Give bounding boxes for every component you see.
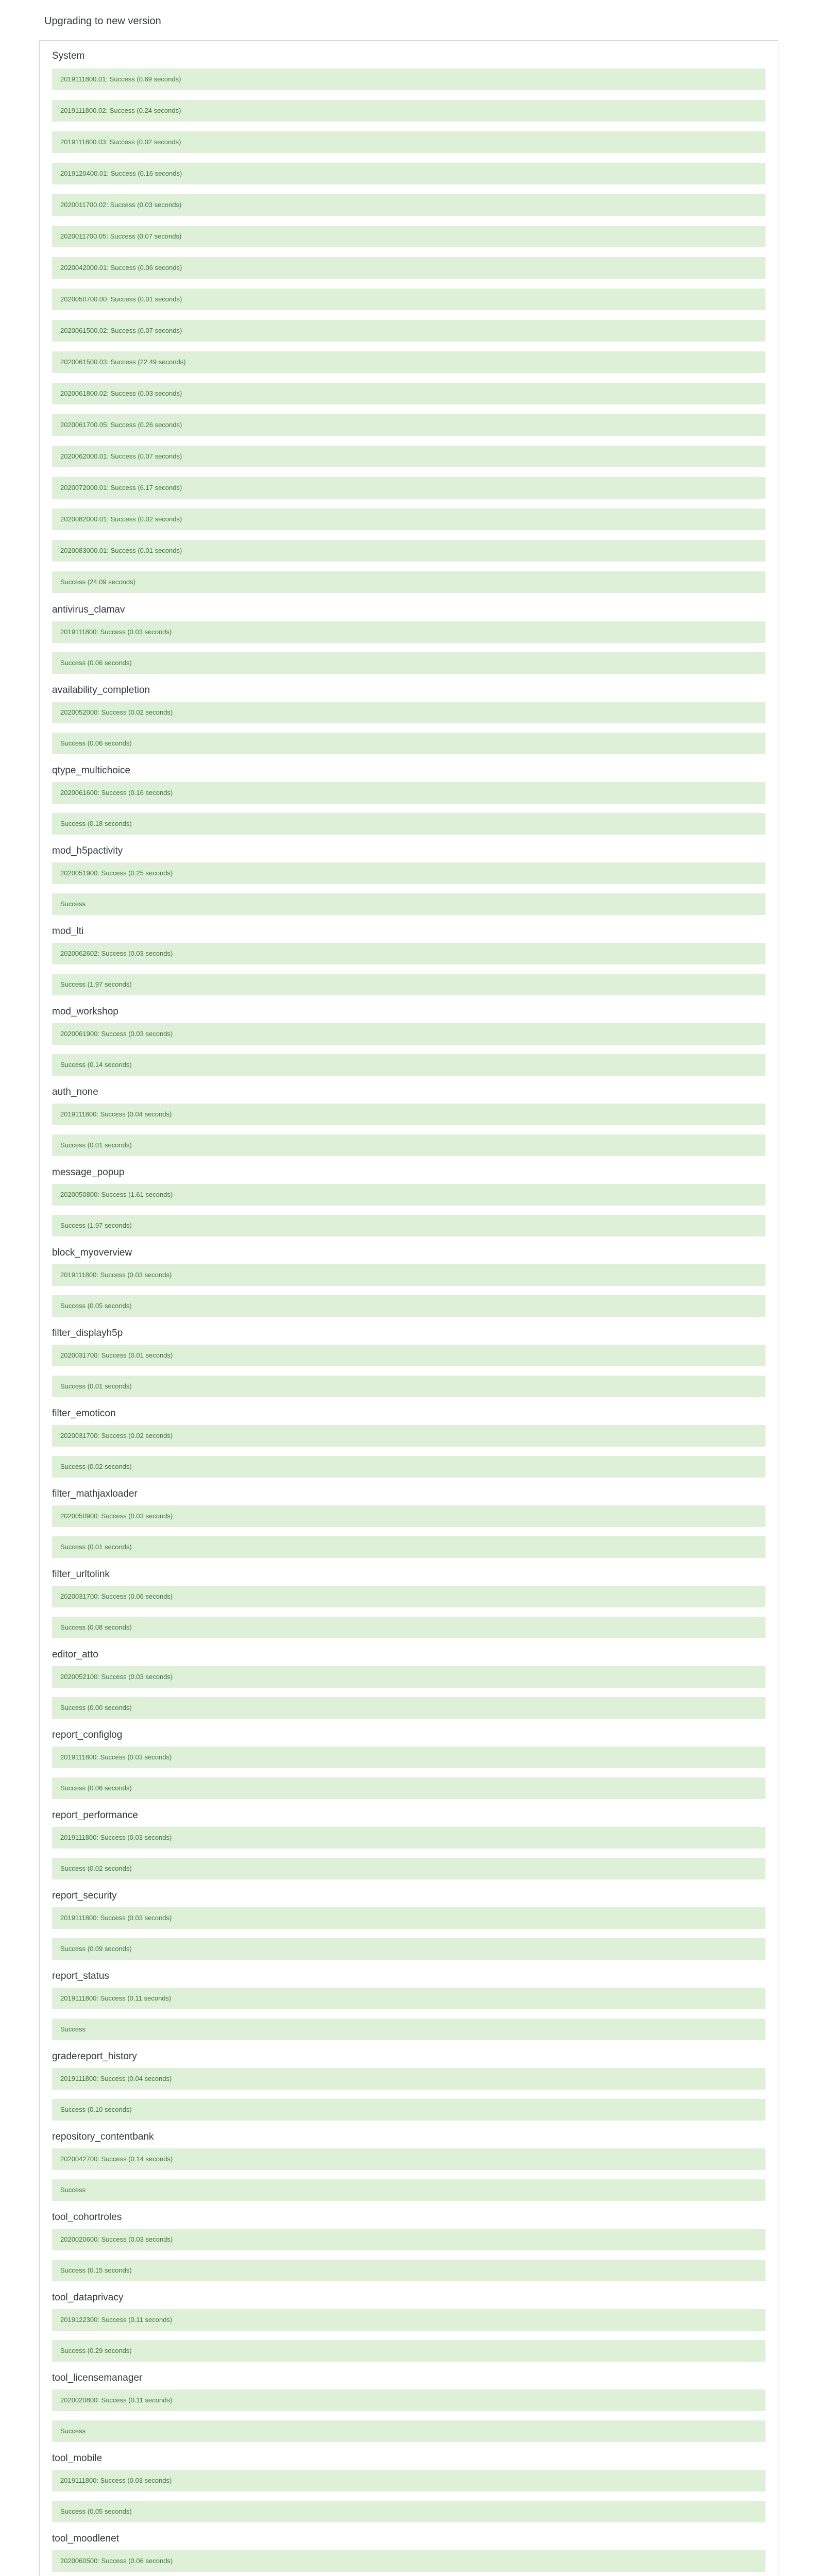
upgrade-result-notice: 2020061900: Success (0.03 seconds): [52, 1023, 765, 1045]
plugin-section: [52, 1246, 765, 1317]
upgrade-result-notice: 2020042700: Success (0.14 seconds): [52, 2148, 765, 2170]
upgrade-result-notice: 2020082000.01: Success (0.02 seconds): [52, 509, 765, 530]
upgrade-result-notice: Success (0.09 seconds): [52, 1938, 765, 1960]
upgrade-result-notice: 2020061600: Success (0.16 seconds): [52, 782, 765, 804]
upgrade-result-notice: 2020062000.01: Success (0.07 seconds): [52, 446, 765, 467]
upgrade-result-notice: Success (0.06 seconds): [52, 652, 765, 674]
upgrade-result-notice: 2019111800: Success (0.03 seconds): [52, 1907, 765, 1929]
plugin-section: [52, 1648, 765, 1719]
section-title: filter_mathjaxloader: [52, 1488, 138, 1499]
plugin-section: [52, 2451, 765, 2522]
upgrade-result-notice: 2019111800: Success (0.03 seconds): [52, 621, 765, 643]
plugin-section: [52, 2532, 765, 2576]
section-title: gradereport_history: [52, 2051, 137, 2062]
upgrade-result-notice: Success (0.18 seconds): [52, 813, 765, 835]
upgrade-result-notice: 2019111800: Success (0.03 seconds): [52, 1747, 765, 1768]
plugin-section: [52, 2130, 765, 2201]
upgrade-result-notice: 2019111800: Success (0.11 seconds): [52, 1988, 765, 2009]
upgrade-result-notice: Success (0.08 seconds): [52, 1617, 765, 1638]
plugin-section: [52, 1808, 765, 1879]
upgrade-result-notice: 2020020800: Success (0.11 seconds): [52, 2389, 765, 2411]
upgrade-result-notice: Success (0.02 seconds): [52, 1858, 765, 1879]
upgrade-result-notice: Success (0.05 seconds): [52, 2501, 765, 2522]
upgrade-result-notice: 2020050800: Success (1.61 seconds): [52, 1184, 765, 1206]
section-title: filter_emoticon: [52, 1408, 116, 1419]
upgrade-result-notice: 2019111800: Success (0.03 seconds): [52, 1264, 765, 1286]
plugin-section: [52, 2210, 765, 2281]
upgrade-result-notice: 2019111800: Success (0.03 seconds): [52, 2470, 765, 2492]
section-title: mod_h5pactivity: [52, 845, 123, 856]
upgrade-result-notice: 2020050700.00: Success (0.01 seconds): [52, 289, 765, 310]
upgrade-result-notice: 2020011700.05: Success (0.07 seconds): [52, 226, 765, 247]
plugin-section: [52, 603, 765, 674]
plugin-section: [52, 1567, 765, 1638]
plugin-section: [52, 924, 765, 995]
section-title: mod_workshop: [52, 1006, 118, 1017]
upgrade-result-notice: 2019111800.01: Success (0.69 seconds): [52, 69, 765, 90]
upgrade-result-notice: 2019122300: Success (0.11 seconds): [52, 2309, 765, 2331]
section-title: report_configlog: [52, 1730, 123, 1740]
section-title: block_myoverview: [52, 1247, 132, 1258]
plugin-section: [52, 1969, 765, 2040]
upgrade-result-notice: Success: [52, 893, 765, 915]
upgrade-result-notice: 2020052100: Success (0.03 seconds): [52, 1666, 765, 1688]
upgrade-result-notice: 2020052000: Success (0.02 seconds): [52, 702, 765, 723]
section-title-system: System: [52, 50, 85, 61]
upgrade-result-notice: 2020042000.01: Success (0.06 seconds): [52, 257, 765, 279]
upgrade-result-notice: 2020061500.03: Success (22.49 seconds): [52, 351, 765, 373]
plugin-section: [52, 2291, 765, 2362]
page-header: [0, 0, 817, 40]
section-title: tool_mobile: [52, 2453, 103, 2464]
upgrade-result-notice: 2020050900: Success (0.03 seconds): [52, 1505, 765, 1527]
upgrade-result-notice: Success: [52, 2420, 765, 2442]
upgrade-result-notice: Success (0.01 seconds): [52, 1376, 765, 1397]
upgrade-result-notice: 2020061700.05: Success (0.26 seconds): [52, 414, 765, 436]
section-title: report_status: [52, 1971, 109, 1981]
upgrade-result-notice: 2020011700.02: Success (0.03 seconds): [52, 194, 765, 216]
plugin-section: [52, 844, 765, 915]
upgrade-result-notice: 2020061800.02: Success (0.03 seconds): [52, 383, 765, 404]
section-title: tool_licensemanager: [52, 2372, 143, 2383]
upgrade-result-notice: 2019111800.02: Success (0.24 seconds): [52, 100, 765, 122]
upgrade-result-notice: Success (0.01 seconds): [52, 1536, 765, 1558]
upgrade-result-notice: 2020061500.02: Success (0.07 seconds): [52, 320, 765, 342]
upgrade-result-notice: Success (0.29 seconds): [52, 2340, 765, 2362]
section-title: editor_atto: [52, 1649, 98, 1660]
plugin-sections: [52, 603, 765, 2576]
upgrade-result-notice: Success (0.06 seconds): [52, 1777, 765, 1799]
plugin-section: [52, 1005, 765, 1076]
section-title: tool_dataprivacy: [52, 2292, 124, 2303]
upgrade-result-notice: 2020083000.01: Success (0.01 seconds): [52, 540, 765, 562]
upgrade-result-notice: 2020031700: Success (0.06 seconds): [52, 1586, 765, 1607]
upgrade-result-notice: Success: [52, 2179, 765, 2201]
section-title: message_popup: [52, 1167, 125, 1178]
upgrade-result-notice: Success (0.14 seconds): [52, 1054, 765, 1076]
upgrade-result-notice: Success (1.97 seconds): [52, 974, 765, 995]
section-title: qtype_multichoice: [52, 765, 131, 776]
upgrade-result-notice: 2019111800: Success (0.04 seconds): [52, 2068, 765, 2090]
upgrade-result-notice: Success (0.01 seconds): [52, 1134, 765, 1156]
section-title: mod_lti: [52, 926, 84, 937]
upgrade-result-notice: Success (0.02 seconds): [52, 1456, 765, 1478]
upgrade-result-notice: Success (24.09 seconds): [52, 571, 765, 593]
upgrade-result-notice: 2019120400.01: Success (0.16 seconds): [52, 163, 765, 184]
upgrade-result-notice: Success (0.00 seconds): [52, 1697, 765, 1719]
upgrade-result-notice: 2019111800: Success (0.04 seconds): [52, 1104, 765, 1125]
section-title: tool_moodlenet: [52, 2533, 119, 2544]
section-title: report_performance: [52, 1810, 138, 1821]
section-title: filter_displayh5p: [52, 1328, 123, 1338]
plugin-section: [52, 1728, 765, 1799]
plugin-section: [52, 2371, 765, 2442]
upgrade-result-notice: 2020051900: Success (0.25 seconds): [52, 862, 765, 884]
plugin-section: [52, 2049, 765, 2121]
plugin-section: [52, 1487, 765, 1558]
upgrade-result-notice: Success (0.05 seconds): [52, 1295, 765, 1317]
upgrade-result-notice: Success: [52, 2019, 765, 2040]
upgrade-result-notice: 2020031700: Success (0.01 seconds): [52, 1345, 765, 1366]
plugin-section: [52, 1165, 765, 1236]
section-title: auth_none: [52, 1087, 98, 1097]
upgrade-result-notice: Success (1.97 seconds): [52, 1215, 765, 1236]
section-title: tool_cohortroles: [52, 2212, 122, 2223]
plugin-section: [52, 1406, 765, 1478]
upgrade-result-notice: 2020031700: Success (0.02 seconds): [52, 1425, 765, 1447]
upgrade-result-notice: 2019111800.03: Success (0.02 seconds): [52, 131, 765, 153]
plugin-section: [52, 1085, 765, 1156]
system-results-list: [52, 69, 765, 593]
upgrade-result-notice: 2020060500: Success (0.06 seconds): [52, 2550, 765, 2572]
section-title: antivirus_clamav: [52, 604, 125, 615]
page-title: Upgrading to new version: [44, 15, 161, 27]
system-section: [52, 49, 765, 593]
upgrade-results-box: [39, 40, 778, 2576]
plugin-section: [52, 764, 765, 835]
plugin-section: [52, 1326, 765, 1397]
upgrade-result-notice: 2019111800: Success (0.03 seconds): [52, 1827, 765, 1849]
upgrade-result-notice: Success (0.06 seconds): [52, 733, 765, 754]
section-title: repository_contentbank: [52, 2131, 154, 2142]
section-title: availability_completion: [52, 685, 150, 696]
section-title: filter_urltolink: [52, 1569, 110, 1580]
section-title: report_security: [52, 1890, 117, 1901]
plugin-section: [52, 1889, 765, 1960]
upgrade-result-notice: 2020062602: Success (0.03 seconds): [52, 943, 765, 964]
upgrade-result-notice: Success (0.15 seconds): [52, 2260, 765, 2281]
upgrade-result-notice: 2020072000.01: Success (6.17 seconds): [52, 477, 765, 499]
plugin-section: [52, 683, 765, 754]
upgrade-result-notice: Success (0.10 seconds): [52, 2099, 765, 2121]
upgrade-result-notice: 2020020600: Success (0.03 seconds): [52, 2229, 765, 2250]
